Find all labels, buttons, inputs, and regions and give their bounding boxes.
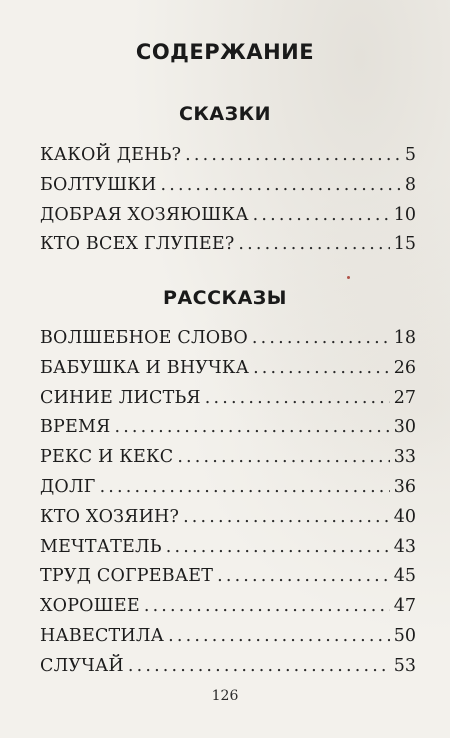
toc-entry-title: РЕКС И КЕКС <box>40 447 174 468</box>
dot-leader <box>114 417 389 437</box>
toc-entry <box>40 358 416 388</box>
dot-leader <box>144 596 390 616</box>
dot-leader <box>238 234 389 254</box>
toc-entry-page: 50 <box>393 625 416 646</box>
dot-leader <box>253 205 390 225</box>
toc-entry <box>40 566 416 596</box>
toc-entry <box>40 656 416 686</box>
section-heading-tales: СКАЗКИ <box>178 103 272 125</box>
toc-entry-title: ТРУД СОГРЕВАЕТ <box>40 566 214 587</box>
dot-leader <box>168 626 390 646</box>
toc-entry <box>40 626 416 656</box>
section-heading-stories: РАССКАЗЫ <box>163 287 287 309</box>
toc-entry-page: 15 <box>393 234 416 255</box>
toc-entry <box>40 507 416 537</box>
toc-entry-page: 53 <box>393 655 416 676</box>
toc-entry-title: ВРЕМЯ <box>40 417 111 438</box>
toc-entry <box>40 596 416 626</box>
toc-entry-page: 10 <box>393 204 416 225</box>
toc-list-tales <box>40 145 416 264</box>
dot-leader <box>161 175 401 195</box>
dot-leader <box>185 145 401 165</box>
ink-speck <box>347 276 350 279</box>
dot-leader <box>183 507 390 527</box>
toc-entry-title: КТО ХОЗЯИН? <box>40 506 180 527</box>
toc-entry-page: 5 <box>404 145 416 165</box>
toc-entry-title: МЕЧТАТЕЛЬ <box>40 536 162 557</box>
page-number: 126 <box>211 688 239 704</box>
toc-entry-title: ВОЛШЕБНОЕ СЛОВО <box>40 328 248 348</box>
toc-entry <box>40 328 416 358</box>
dot-leader <box>217 566 390 586</box>
dot-leader <box>252 328 390 348</box>
toc-entry <box>40 234 416 264</box>
toc-entry-title: СИНИЕ ЛИСТЬЯ <box>40 387 201 408</box>
toc-entry <box>40 388 416 418</box>
toc-entry <box>40 175 416 205</box>
toc-entry-page: 36 <box>393 476 416 497</box>
dot-leader <box>128 656 390 676</box>
dot-leader <box>166 537 390 557</box>
dot-leader <box>253 358 390 378</box>
toc-entry-page: 45 <box>393 566 416 587</box>
dot-leader <box>205 388 390 408</box>
toc-entry-page: 8 <box>404 174 416 195</box>
toc-entry-page: 26 <box>393 357 416 378</box>
toc-entry-title: СЛУЧАЙ <box>40 655 124 676</box>
toc-entry-title: ДОЛГ <box>40 476 96 497</box>
dot-leader <box>100 477 390 497</box>
contents-title: СОДЕРЖАНИЕ <box>135 40 315 64</box>
toc-entry-page: 18 <box>393 328 416 348</box>
toc-entry-page: 33 <box>393 447 416 468</box>
toc-entry-title: ДОБРАЯ ХОЗЯЮШКА <box>40 204 249 225</box>
toc-entry <box>40 447 416 477</box>
toc-entry-title: КТО ВСЕХ ГЛУПЕЕ? <box>40 234 235 255</box>
toc-entry <box>40 537 416 567</box>
toc-entry-title: БАБУШКА И ВНУЧКА <box>40 357 250 378</box>
toc-entry-title: БОЛТУШКИ <box>40 174 157 195</box>
toc-entry-page: 43 <box>393 536 416 557</box>
dot-leader <box>177 447 389 467</box>
toc-entry <box>40 205 416 235</box>
toc-entry-page: 40 <box>393 506 416 527</box>
toc-entry-title: ХОРОШЕЕ <box>40 596 140 617</box>
toc-entry-page: 30 <box>393 417 416 438</box>
toc-list-stories <box>40 328 416 686</box>
toc-entry-page: 27 <box>393 387 416 408</box>
toc-entry <box>40 477 416 507</box>
toc-entry <box>40 145 416 175</box>
toc-entry-title: НАВЕСТИЛА <box>40 625 165 646</box>
toc-entry-page: 47 <box>393 596 416 617</box>
toc-entry-title: КАКОЙ ДЕНЬ? <box>40 145 182 165</box>
toc-entry <box>40 417 416 447</box>
